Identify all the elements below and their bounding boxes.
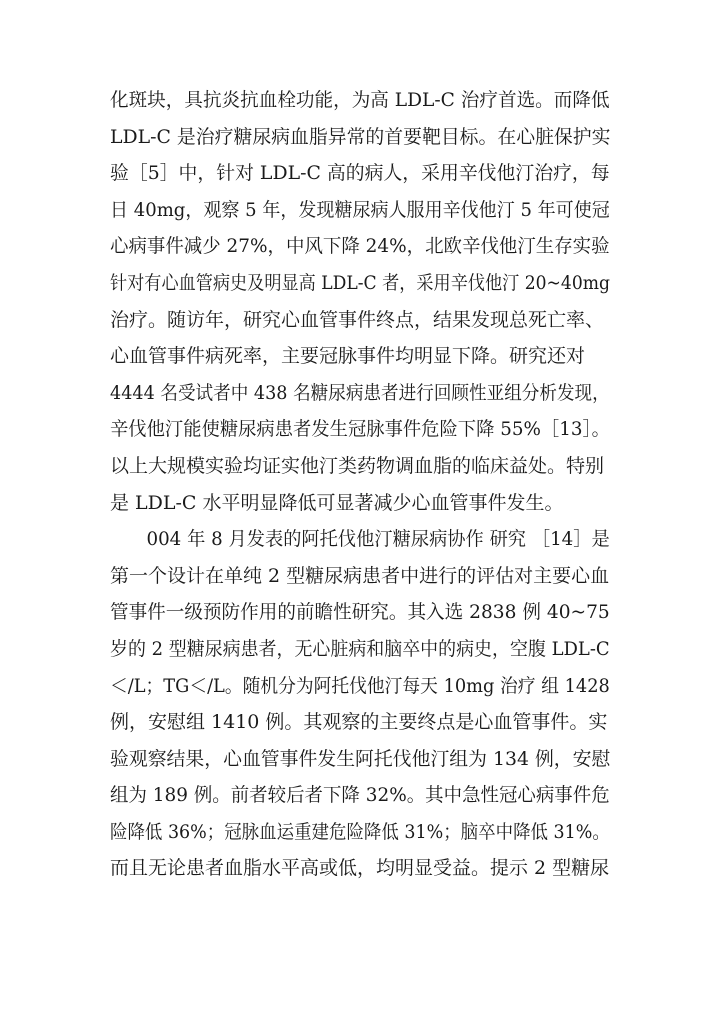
text-line: 管事件一级预防作用的前瞻性研究。其入选 2838 例 40~75 xyxy=(110,601,610,624)
text-line: 第一个设计在单纯 2 型糖尿病患者中进行的评估对主要心血 xyxy=(110,564,610,587)
text-line: 化斑块，具抗炎抗血栓功能，为高 LDL-C 治疗首选。而降低 xyxy=(110,89,610,111)
text-line: 针对有心血管病史及明显高 LDL-C 者，采用辛伐他汀 20~40mg xyxy=(110,271,610,294)
text-line: 是 LDL-C 水平明显降低可显著减少心血管事件发生。 xyxy=(110,491,564,514)
text-line: 组为 189 例。前者较后者下降 32%。其中急性冠心病事件危 xyxy=(110,784,610,807)
text-line: 治疗。随访年，研究心血管事件终点，结果发现总死亡率、 xyxy=(110,308,605,331)
text-line: 以上大规模实验均证实他汀类药物调血脂的临床益处。特别 xyxy=(110,454,605,477)
text-line: 心血管事件病死率，主要冠脉事件均明显下降。研究还对 xyxy=(110,345,586,368)
text-line: LDL-C 是治疗糖尿病血脂异常的首要靶目标。在心脏保护实 xyxy=(110,125,611,148)
text-line: 验观察结果，心血管事件发生阿托伐他汀组为 134 例，安慰 xyxy=(110,747,611,770)
text-line: 004 年 8 月发表的阿托伐他汀糖尿病协作 研究 ［14］是 xyxy=(110,528,610,551)
text-line: 心病事件减少 27%，中风下降 24%，北欧辛伐他汀生存实验 xyxy=(110,235,610,258)
text-line: 岁的 2 型糖尿病患者，无心脏病和脑卒中的病史，空腹 LDL-C xyxy=(110,637,610,660)
text-line: 而且无论患者血脂水平高或低，均明显受益。提示 2 型糖尿 xyxy=(110,857,610,880)
body-text xyxy=(110,82,610,887)
text-line: 辛伐他汀能使糖尿病患者发生冠脉事件危险下降 55%［13］。 xyxy=(110,418,610,441)
text-line: 验［5］中，针对 LDL-C 高的病人，采用辛伐他汀治疗，每 xyxy=(110,162,610,185)
text-line: ＜/L；TG＜/L。随机分为阿托伐他汀每天 10mg 治疗 组 1428 xyxy=(110,674,610,697)
text-line: 日 40mg，观察 5 年，发现糖尿病人服用辛伐他汀 5 年可使冠 xyxy=(110,198,610,221)
text-line: 险降低 36%；冠脉血运重建危险降低 31%；脑卒中降低 31%。 xyxy=(110,820,610,843)
text-line: 例，安慰组 1410 例。其观察的主要终点是心血管事件。实 xyxy=(110,711,608,734)
text-line: 4444 名受试者中 438 名糖尿病患者进行回顾性亚组分析发现， xyxy=(110,381,610,404)
